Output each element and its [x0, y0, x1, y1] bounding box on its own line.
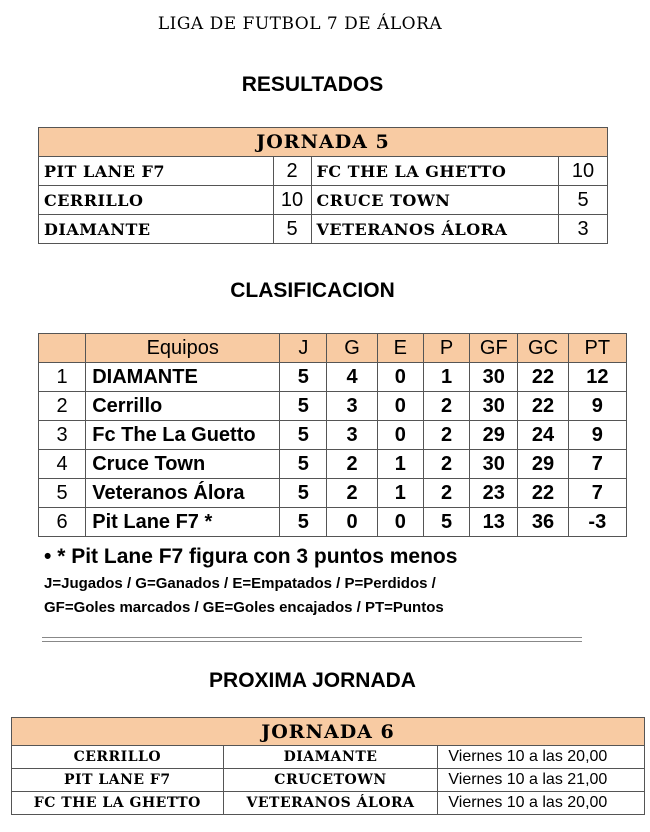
- col-header-gc: GC: [518, 334, 568, 363]
- col-header-p: P: [423, 334, 469, 363]
- table-row: [39, 363, 627, 392]
- legend-line: J=Jugados / G=Ganados / E=Empatados / P=Perdidos /: [44, 575, 436, 592]
- cell-e: 1: [377, 479, 423, 508]
- divider: [42, 637, 582, 642]
- cell-j: 5: [280, 392, 327, 421]
- col-header-g: G: [327, 334, 377, 363]
- next-round-title: PROXIMA JORNADA: [209, 669, 416, 692]
- cell-gc: 22: [518, 479, 568, 508]
- standings-table: [38, 333, 627, 537]
- result-row: [39, 157, 608, 186]
- standings-header-row: [39, 334, 627, 363]
- home-score: 5: [273, 215, 311, 244]
- cell-team: Cruce Town: [86, 450, 280, 479]
- col-header-j: J: [280, 334, 327, 363]
- cell-p: 2: [423, 392, 469, 421]
- fixture-row: [12, 769, 645, 792]
- cell-team: Fc The La Guetto: [86, 421, 280, 450]
- cell-j: 5: [280, 363, 327, 392]
- away-score: 10: [559, 157, 608, 186]
- cell-pos: 3: [39, 421, 86, 450]
- cell-p: 1: [423, 363, 469, 392]
- table-row: [39, 479, 627, 508]
- cell-gf: 30: [470, 392, 518, 421]
- cell-g: 2: [327, 479, 377, 508]
- fixture-date: Viernes 10 a las 20,00: [438, 792, 645, 815]
- legend: [44, 572, 444, 620]
- cell-gf: 30: [470, 450, 518, 479]
- away-team: VETERANOS ÁLORA: [311, 215, 559, 244]
- cell-team: DIAMANTE: [86, 363, 280, 392]
- cell-gc: 29: [518, 450, 568, 479]
- cell-j: 5: [280, 508, 327, 537]
- fixture-away: VETERANOS ÁLORA: [223, 792, 438, 815]
- penalty-note-text: * Pit Lane F7 figura con 3 puntos menos: [57, 545, 458, 568]
- cell-gc: 22: [518, 363, 568, 392]
- home-score: 2: [273, 157, 311, 186]
- cell-j: 5: [280, 421, 327, 450]
- cell-j: 5: [280, 450, 327, 479]
- fixture-away: DIAMANTE: [223, 746, 438, 769]
- fixture-date: Viernes 10 a las 21,00: [438, 769, 645, 792]
- cell-pt: 7: [568, 450, 626, 479]
- cell-e: 1: [377, 450, 423, 479]
- cell-gf: 23: [470, 479, 518, 508]
- result-row: [39, 215, 608, 244]
- league-title: LIGA DE FUTBOL 7 DE ÁLORA: [157, 14, 443, 34]
- cell-g: 0: [327, 508, 377, 537]
- cell-g: 3: [327, 392, 377, 421]
- cell-team: Veteranos Álora: [86, 479, 280, 508]
- cell-j: 5: [280, 479, 327, 508]
- cell-pos: 6: [39, 508, 86, 537]
- away-score: 3: [559, 215, 608, 244]
- cell-p: 2: [423, 421, 469, 450]
- cell-gc: 36: [518, 508, 568, 537]
- cell-pt: 12: [568, 363, 626, 392]
- cell-gc: 24: [518, 421, 568, 450]
- cell-gf: 30: [470, 363, 518, 392]
- cell-e: 0: [377, 392, 423, 421]
- away-score: 5: [559, 186, 608, 215]
- cell-pos: 5: [39, 479, 86, 508]
- cell-pt: 9: [568, 421, 626, 450]
- cell-gf: 13: [470, 508, 518, 537]
- cell-team: Cerrillo: [86, 392, 280, 421]
- cell-g: 4: [327, 363, 377, 392]
- col-header-e: E: [377, 334, 423, 363]
- table-row: [39, 508, 627, 537]
- home-team: DIAMANTE: [39, 215, 274, 244]
- cell-gf: 29: [470, 421, 518, 450]
- away-team: FC THE LA GHETTO: [311, 157, 559, 186]
- fixture-away: CRUCETOWN: [223, 769, 438, 792]
- cell-e: 0: [377, 508, 423, 537]
- legend-line: GF=Goles marcados / GE=Goles encajados / PT=Puntos: [44, 599, 444, 616]
- cell-p: 2: [423, 450, 469, 479]
- cell-g: 2: [327, 450, 377, 479]
- cell-g: 3: [327, 421, 377, 450]
- cell-pt: -3: [568, 508, 626, 537]
- col-header-team: Equipos: [86, 334, 280, 363]
- fixture-home: FC THE LA GHETTO: [12, 792, 224, 815]
- fixture-home: CERRILLO: [12, 746, 224, 769]
- home-team: CERRILLO: [39, 186, 274, 215]
- cell-pt: 9: [568, 392, 626, 421]
- cell-pos: 1: [39, 363, 86, 392]
- bullet-icon: •: [44, 545, 58, 568]
- result-row: [39, 186, 608, 215]
- results-jornada-header: JORNADA 5: [39, 128, 608, 157]
- home-score: 10: [273, 186, 311, 215]
- fixture-date: Viernes 10 a las 20,00: [438, 746, 645, 769]
- results-title: RESULTADOS: [241, 73, 384, 96]
- away-team: CRUCE TOWN: [311, 186, 559, 215]
- table-row: [39, 421, 627, 450]
- fixture-row: [12, 746, 645, 769]
- cell-team: Pit Lane F7 *: [86, 508, 280, 537]
- cell-gc: 22: [518, 392, 568, 421]
- cell-pos: 2: [39, 392, 86, 421]
- cell-e: 0: [377, 421, 423, 450]
- fixture-home: PIT LANE F7: [12, 769, 224, 792]
- table-row: [39, 450, 627, 479]
- col-header-pt: PT: [568, 334, 626, 363]
- penalty-note: [44, 545, 457, 569]
- col-header-pos: [39, 334, 86, 363]
- col-header-gf: GF: [470, 334, 518, 363]
- cell-p: 5: [423, 508, 469, 537]
- fixture-row: [12, 792, 645, 815]
- results-table: [38, 127, 608, 244]
- cell-pt: 7: [568, 479, 626, 508]
- cell-pos: 4: [39, 450, 86, 479]
- cell-e: 0: [377, 363, 423, 392]
- next-round-table: [11, 717, 645, 815]
- next-jornada-header: JORNADA 6: [12, 718, 645, 746]
- standings-title: CLASIFICACION: [230, 279, 395, 302]
- home-team: PIT LANE F7: [39, 157, 274, 186]
- table-row: [39, 392, 627, 421]
- cell-p: 2: [423, 479, 469, 508]
